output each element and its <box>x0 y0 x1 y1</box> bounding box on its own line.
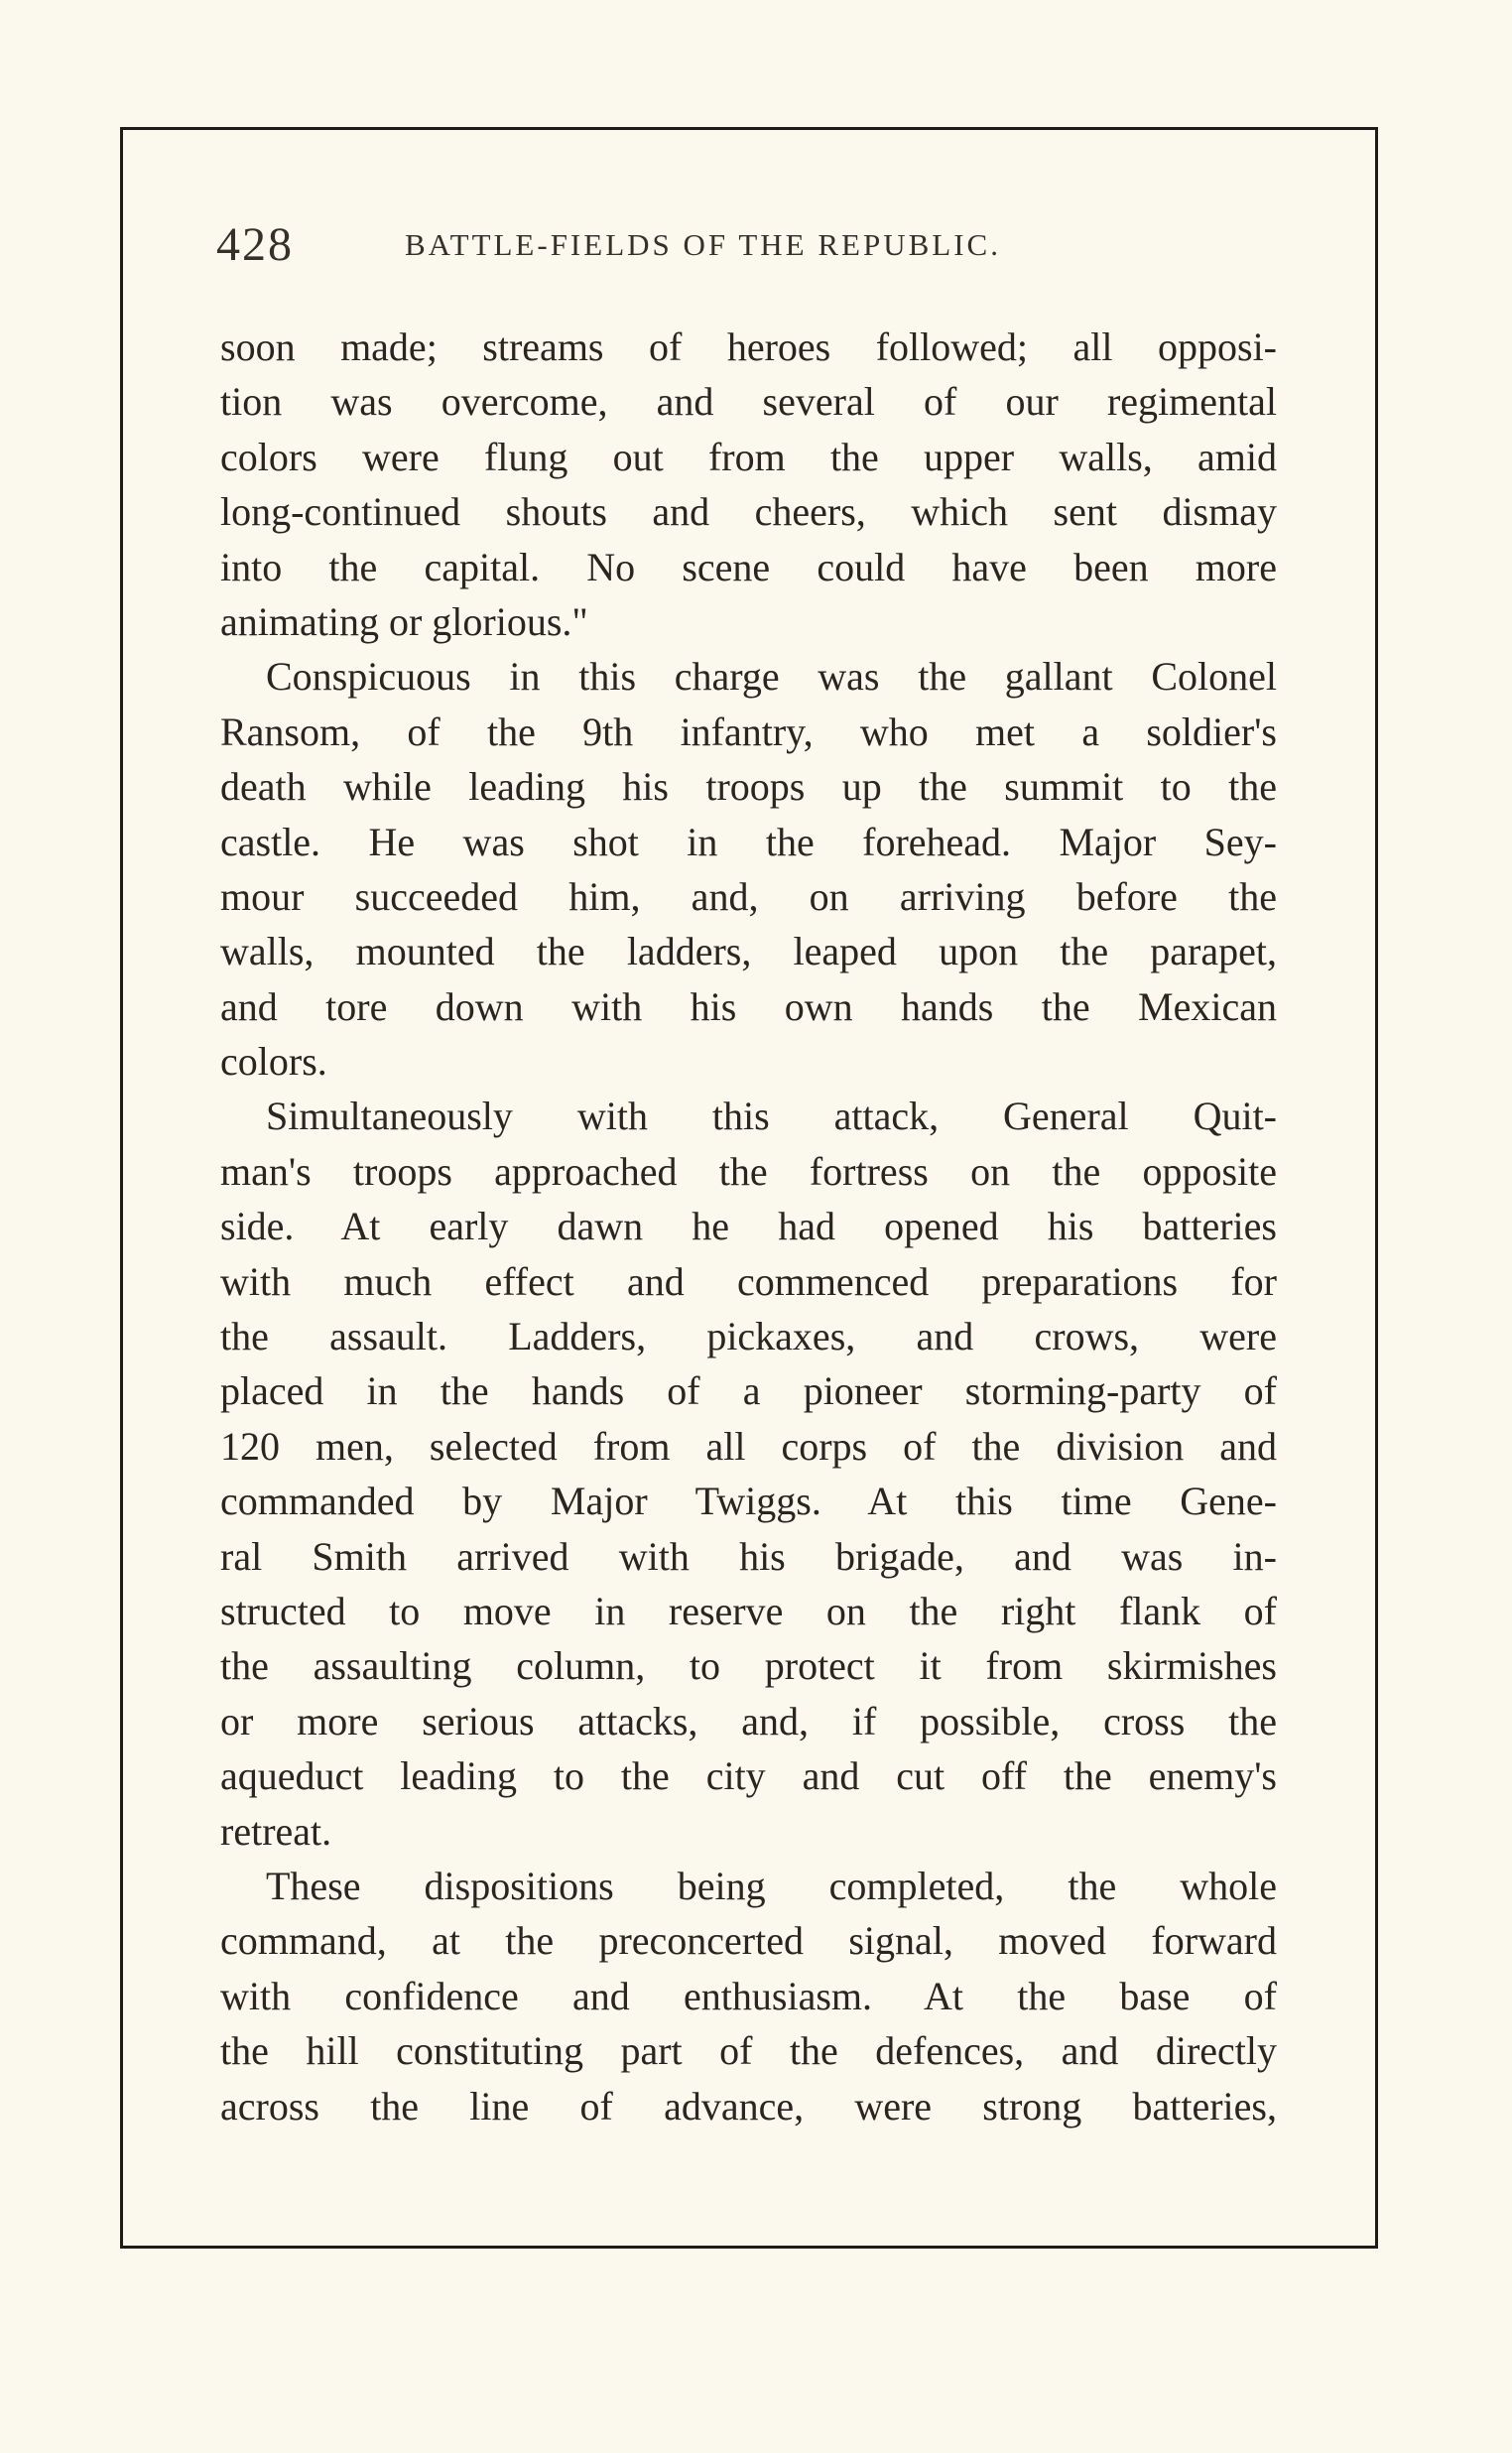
text-line: castle. He was shot in the forehead. Major Sey- <box>220 819 1277 864</box>
text-line: 120 men, selected from all corps of the division and <box>220 1423 1277 1469</box>
text-line: side. At early dawn he had opened his batteries <box>220 1204 1277 1249</box>
text-line: man's troops approached the fortress on the opposite <box>220 1148 1277 1194</box>
page-header <box>216 217 1308 287</box>
text-line: into the capital. No scene could have been more <box>220 544 1277 589</box>
paragraph-2 <box>220 649 1277 1089</box>
text-line: animating or glorious." <box>220 598 588 644</box>
text-line: colors were flung out from the upper walls, amid <box>220 434 1277 479</box>
text-line: placed in the hands of a pioneer storming-party of <box>220 1368 1277 1414</box>
text-line: with confidence and enthusiasm. At the base of <box>220 1973 1277 2018</box>
text-line: structed to move in reserve on the right flank of <box>220 1588 1277 1633</box>
text-line: Conspicuous in this charge was the gallant Colonel <box>266 654 1277 700</box>
text-line: aqueduct leading to the city and cut off the enemy's <box>220 1753 1277 1799</box>
paragraph-3 <box>220 1089 1277 1858</box>
text-line: colors. <box>220 1039 327 1085</box>
page-number: 428 <box>216 218 294 271</box>
text-line: with much effect and commenced preparations for <box>220 1258 1277 1304</box>
body-text <box>220 320 1277 2133</box>
text-line: the hill constituting part of the defences, and directly <box>220 2028 1277 2074</box>
text-line: ral Smith arrived with his brigade, and was in- <box>220 1533 1277 1579</box>
text-line: mour succeeded him, and, on arriving before the <box>220 873 1277 919</box>
text-line: These dispositions being completed, the whole <box>266 1863 1277 1908</box>
text-line: commanded by Major Twiggs. At this time Gene- <box>220 1479 1277 1524</box>
paragraph-1 <box>220 320 1277 649</box>
text-line: retreat. <box>220 1808 332 1854</box>
text-line: command, at the preconcerted signal, moved forward <box>220 1918 1277 1964</box>
text-line: tion was overcome, and several of our regimental <box>220 379 1277 425</box>
text-line: long-continued shouts and cheers, which sent dismay <box>220 489 1277 535</box>
text-line: the assault. Ladders, pickaxes, and crows, were <box>220 1314 1277 1359</box>
text-line: across the line of advance, were strong batteries, <box>220 2083 1277 2129</box>
running-head: BATTLE-FIELDS OF THE REPUBLIC. <box>405 227 1001 262</box>
text-line: the assaulting column, to protect it from skirmishes <box>220 1643 1277 1689</box>
text-line: soon made; streams of heroes followed; all opposi- <box>220 324 1277 369</box>
text-line: death while leading his troops up the summit to the <box>220 764 1277 810</box>
text-line: or more serious attacks, and, if possible, cross the <box>220 1698 1277 1743</box>
text-line: walls, mounted the ladders, leaped upon the parapet, <box>220 929 1277 974</box>
text-line: Ransom, of the 9th infantry, who met a soldier's <box>220 709 1277 754</box>
text-line: Simultaneously with this attack, General Quit- <box>266 1094 1277 1139</box>
text-line: and tore down with his own hands the Mexican <box>220 983 1277 1029</box>
paragraph-4 <box>220 1859 1277 2133</box>
